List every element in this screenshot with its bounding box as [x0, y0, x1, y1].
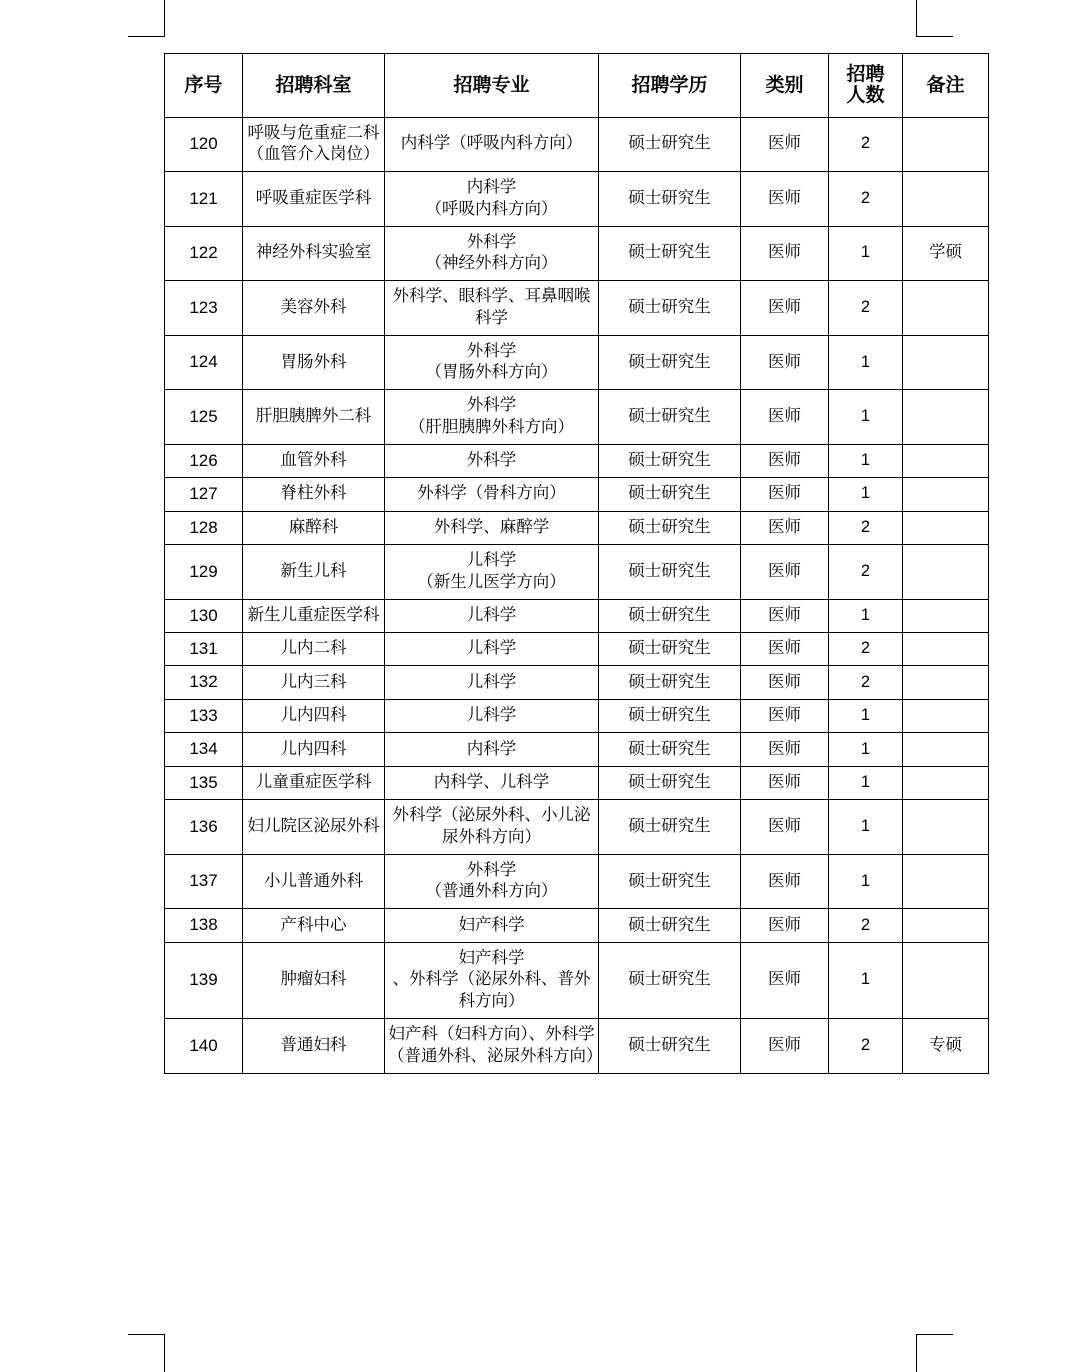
- cell-education: 硕士研究生: [599, 633, 741, 666]
- cell-note: 专硕: [903, 1018, 989, 1073]
- cell-category: 医师: [741, 281, 829, 336]
- cell-category: 医师: [741, 733, 829, 766]
- cell-count: 1: [829, 226, 903, 281]
- table-row: [165, 390, 989, 445]
- cell-education: 硕士研究生: [599, 666, 741, 699]
- cell-seq: 137: [165, 854, 243, 909]
- cell-dept: 儿内二科: [243, 633, 385, 666]
- cell-category: 医师: [741, 545, 829, 600]
- cell-count: 2: [829, 909, 903, 942]
- cell-major: 外科学（泌尿外科、小儿泌尿外科方向）: [385, 800, 599, 855]
- cell-education: 硕士研究生: [599, 599, 741, 632]
- cell-seq: 124: [165, 335, 243, 390]
- cell-count: 1: [829, 335, 903, 390]
- cell-count: 2: [829, 666, 903, 699]
- cell-education: 硕士研究生: [599, 733, 741, 766]
- cell-count: 2: [829, 545, 903, 600]
- cell-seq: 123: [165, 281, 243, 336]
- column-header-education: 招聘学历: [599, 54, 741, 118]
- cell-note: [903, 766, 989, 799]
- crop-mark-top-left: [128, 0, 165, 37]
- table-row: [165, 226, 989, 281]
- cell-major: 外科学、麻醉学: [385, 511, 599, 544]
- cell-category: 医师: [741, 699, 829, 732]
- cell-education: 硕士研究生: [599, 390, 741, 445]
- cell-major: 儿科学: [385, 599, 599, 632]
- column-header-count-line2: 人数: [846, 85, 885, 107]
- cell-major: 外科学: [385, 444, 599, 477]
- cell-count: 2: [829, 633, 903, 666]
- cell-education: 硕士研究生: [599, 699, 741, 732]
- cell-category: 医师: [741, 444, 829, 477]
- cell-note: [903, 909, 989, 942]
- cell-major: 儿科学: [385, 666, 599, 699]
- cell-seq: 132: [165, 666, 243, 699]
- cell-major: 外科学 （胃肠外科方向）: [385, 335, 599, 390]
- cell-seq: 127: [165, 478, 243, 511]
- table-row: [165, 478, 989, 511]
- cell-note: [903, 733, 989, 766]
- table-row: [165, 172, 989, 227]
- cell-count: 2: [829, 172, 903, 227]
- cell-education: 硕士研究生: [599, 942, 741, 1018]
- cell-category: 医师: [741, 766, 829, 799]
- table-row: [165, 511, 989, 544]
- cell-major: 外科学 （神经外科方向）: [385, 226, 599, 281]
- cell-major: 儿科学: [385, 699, 599, 732]
- cell-note: [903, 117, 989, 172]
- table-row: [165, 800, 989, 855]
- cell-count: 1: [829, 733, 903, 766]
- table-row: [165, 117, 989, 172]
- cell-dept: 儿内四科: [243, 699, 385, 732]
- cell-major: 外科学、眼科学、耳鼻咽喉科学: [385, 281, 599, 336]
- cell-category: 医师: [741, 800, 829, 855]
- cell-note: [903, 172, 989, 227]
- cell-category: 医师: [741, 599, 829, 632]
- cell-note: [903, 699, 989, 732]
- cell-dept: 产科中心: [243, 909, 385, 942]
- cell-seq: 136: [165, 800, 243, 855]
- cell-count: 2: [829, 1018, 903, 1073]
- cell-dept: 呼吸与危重症二科（血管介入岗位）: [243, 117, 385, 172]
- cell-education: 硕士研究生: [599, 172, 741, 227]
- cell-note: [903, 666, 989, 699]
- table-row: [165, 545, 989, 600]
- cell-note: [903, 545, 989, 600]
- cell-count: 1: [829, 699, 903, 732]
- cell-dept: 儿童重症医学科: [243, 766, 385, 799]
- cell-note: 学硕: [903, 226, 989, 281]
- cell-dept: 呼吸重症医学科: [243, 172, 385, 227]
- cell-seq: 120: [165, 117, 243, 172]
- cell-dept: 美容外科: [243, 281, 385, 336]
- cell-major: 外科学（骨科方向）: [385, 478, 599, 511]
- cell-major: 外科学 （肝胆胰脾外科方向）: [385, 390, 599, 445]
- cell-count: 1: [829, 800, 903, 855]
- table-row: [165, 599, 989, 632]
- cell-education: 硕士研究生: [599, 1018, 741, 1073]
- cell-seq: 126: [165, 444, 243, 477]
- cell-count: 1: [829, 599, 903, 632]
- cell-seq: 121: [165, 172, 243, 227]
- cell-count: 1: [829, 444, 903, 477]
- cell-category: 医师: [741, 666, 829, 699]
- table-row: [165, 666, 989, 699]
- cell-seq: 125: [165, 390, 243, 445]
- cell-category: 医师: [741, 942, 829, 1018]
- cell-dept: 麻醉科: [243, 511, 385, 544]
- table-row: [165, 909, 989, 942]
- table-row: [165, 699, 989, 732]
- cell-dept: 小儿普通外科: [243, 854, 385, 909]
- cell-seq: 135: [165, 766, 243, 799]
- cell-education: 硕士研究生: [599, 854, 741, 909]
- cell-major: 儿科学: [385, 633, 599, 666]
- cell-count: 2: [829, 117, 903, 172]
- table-row: [165, 281, 989, 336]
- cell-count: 2: [829, 511, 903, 544]
- cell-category: 医师: [741, 172, 829, 227]
- cell-category: 医师: [741, 511, 829, 544]
- cell-note: [903, 800, 989, 855]
- cell-education: 硕士研究生: [599, 335, 741, 390]
- cell-category: 医师: [741, 117, 829, 172]
- cell-major: 妇产科（妇科方向）、外科学（普通外科、泌尿外科方向）: [385, 1018, 599, 1073]
- cell-education: 硕士研究生: [599, 766, 741, 799]
- cell-seq: 122: [165, 226, 243, 281]
- cell-category: 医师: [741, 390, 829, 445]
- column-header-category: 类别: [741, 54, 829, 118]
- cell-count: 1: [829, 390, 903, 445]
- cell-seq: 139: [165, 942, 243, 1018]
- cell-seq: 140: [165, 1018, 243, 1073]
- cell-education: 硕士研究生: [599, 226, 741, 281]
- cell-major: 妇产科学 、外科学（泌尿外科、普外科方向）: [385, 942, 599, 1018]
- column-header-major: 招聘专业: [385, 54, 599, 118]
- cell-dept: 妇儿院区泌尿外科: [243, 800, 385, 855]
- cell-count: 1: [829, 766, 903, 799]
- cell-dept: 新生儿科: [243, 545, 385, 600]
- cell-note: [903, 478, 989, 511]
- cell-major: 儿科学 （新生儿医学方向）: [385, 545, 599, 600]
- cell-dept: 儿内四科: [243, 733, 385, 766]
- cell-dept: 普通妇科: [243, 1018, 385, 1073]
- cell-major: 内科学（呼吸内科方向）: [385, 117, 599, 172]
- cell-category: 医师: [741, 335, 829, 390]
- cell-category: 医师: [741, 478, 829, 511]
- cell-dept: 肿瘤妇科: [243, 942, 385, 1018]
- cell-dept: 儿内三科: [243, 666, 385, 699]
- cell-note: [903, 390, 989, 445]
- cell-count: 2: [829, 281, 903, 336]
- table-row: [165, 335, 989, 390]
- cell-seq: 128: [165, 511, 243, 544]
- cell-note: [903, 281, 989, 336]
- cell-dept: 脊柱外科: [243, 478, 385, 511]
- cell-note: [903, 335, 989, 390]
- cell-note: [903, 854, 989, 909]
- table-row: [165, 444, 989, 477]
- cell-seq: 131: [165, 633, 243, 666]
- column-header-note: 备注: [903, 54, 989, 118]
- cell-major: 妇产科学: [385, 909, 599, 942]
- table-header-row: [165, 54, 989, 118]
- cell-major: 内科学、儿科学: [385, 766, 599, 799]
- cell-category: 医师: [741, 1018, 829, 1073]
- recruitment-table: [164, 53, 989, 1074]
- cell-dept: 血管外科: [243, 444, 385, 477]
- cell-education: 硕士研究生: [599, 800, 741, 855]
- cell-education: 硕士研究生: [599, 545, 741, 600]
- cell-education: 硕士研究生: [599, 117, 741, 172]
- cell-note: [903, 444, 989, 477]
- cell-education: 硕士研究生: [599, 478, 741, 511]
- cell-education: 硕士研究生: [599, 909, 741, 942]
- cell-category: 医师: [741, 633, 829, 666]
- table-row: [165, 733, 989, 766]
- cell-category: 医师: [741, 909, 829, 942]
- cell-major: 内科学 （呼吸内科方向）: [385, 172, 599, 227]
- cell-major: 外科学 （普通外科方向）: [385, 854, 599, 909]
- table-row: [165, 942, 989, 1018]
- crop-mark-bottom-right: [916, 1334, 953, 1372]
- table-row: [165, 766, 989, 799]
- crop-mark-top-right: [916, 0, 953, 37]
- cell-category: 医师: [741, 854, 829, 909]
- cell-count: 1: [829, 854, 903, 909]
- cell-count: 1: [829, 942, 903, 1018]
- crop-mark-bottom-left: [128, 1334, 165, 1372]
- cell-education: 硕士研究生: [599, 444, 741, 477]
- column-header-count: [829, 54, 903, 118]
- table-row: [165, 633, 989, 666]
- cell-seq: 129: [165, 545, 243, 600]
- column-header-seq: 序号: [165, 54, 243, 118]
- table-row: [165, 1018, 989, 1073]
- column-header-dept: 招聘科室: [243, 54, 385, 118]
- cell-note: [903, 599, 989, 632]
- table-body: [165, 117, 989, 1073]
- cell-seq: 134: [165, 733, 243, 766]
- cell-note: [903, 942, 989, 1018]
- cell-count: 1: [829, 478, 903, 511]
- cell-dept: 胃肠外科: [243, 335, 385, 390]
- cell-dept: 神经外科实验室: [243, 226, 385, 281]
- cell-major: 内科学: [385, 733, 599, 766]
- cell-seq: 130: [165, 599, 243, 632]
- table-row: [165, 854, 989, 909]
- cell-education: 硕士研究生: [599, 511, 741, 544]
- cell-category: 医师: [741, 226, 829, 281]
- cell-seq: 133: [165, 699, 243, 732]
- cell-note: [903, 633, 989, 666]
- cell-seq: 138: [165, 909, 243, 942]
- cell-note: [903, 511, 989, 544]
- cell-education: 硕士研究生: [599, 281, 741, 336]
- cell-dept: 肝胆胰脾外二科: [243, 390, 385, 445]
- column-header-count-line1: 招聘: [846, 64, 885, 85]
- cell-dept: 新生儿重症医学科: [243, 599, 385, 632]
